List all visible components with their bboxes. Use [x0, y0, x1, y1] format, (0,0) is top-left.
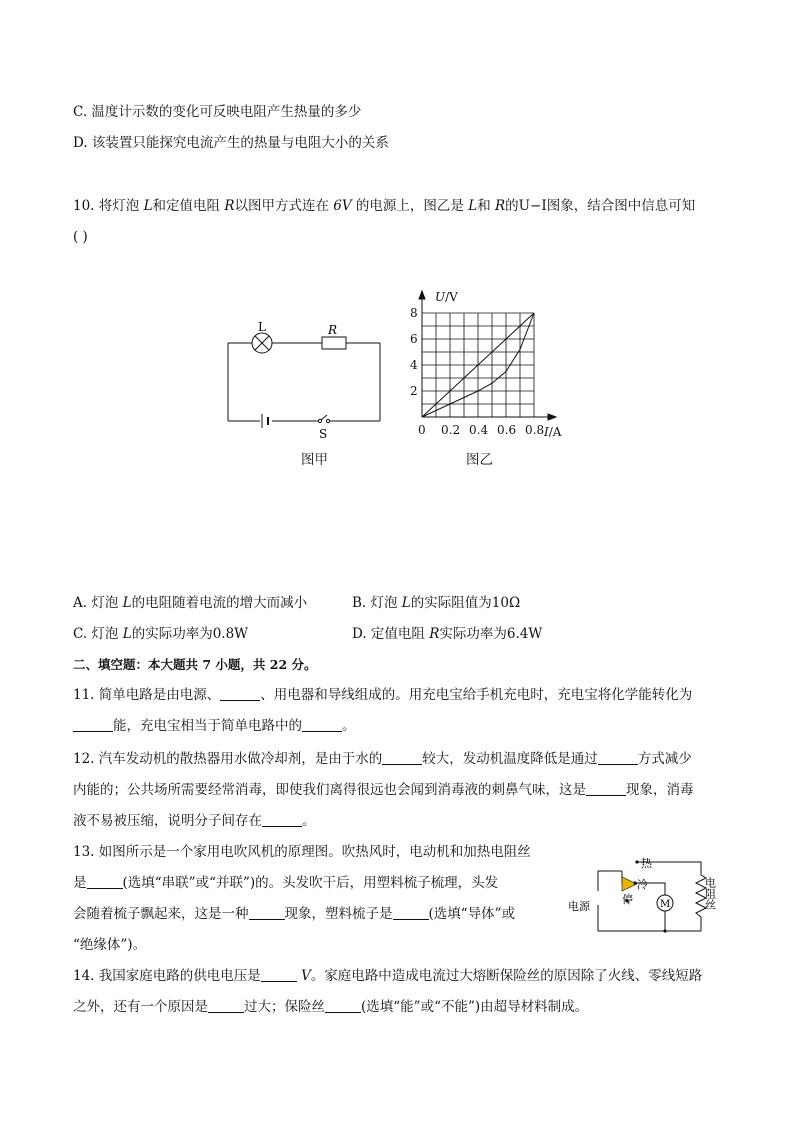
q14-line2 [73, 997, 588, 1017]
q14-text: (选填“能”或“不能”)由超导材料制成。 [361, 999, 589, 1015]
var-L: L [122, 626, 132, 642]
q13-text: 是 [73, 875, 87, 891]
option-text: A. 灯泡 [73, 595, 123, 611]
var-L: L [122, 595, 132, 611]
q11-text: 11. 简单电路是由电源、 [73, 687, 221, 703]
q12-line2 [73, 780, 694, 800]
q12-text: 液不易被压缩，说明分子间存在 [73, 813, 262, 829]
q12-text: 12. 汽车发动机的散热器用水做冷却剂，是由于水的 [73, 751, 383, 767]
answer-blank[interactable] [262, 812, 302, 827]
hair-dryer-circuit [565, 855, 725, 940]
q13-line2 [73, 873, 498, 893]
lamp-symbol [252, 333, 272, 353]
q10-stem-part: 以图甲方式连在 [234, 198, 334, 214]
battery-symbol [262, 414, 268, 428]
switch-label: S [319, 427, 328, 441]
q11-text: 能，充电宝相当于简单电路中的 [113, 718, 302, 734]
q11-text: 。 [342, 718, 356, 734]
figure-a-caption: 图甲 [301, 452, 328, 468]
var-R: R [224, 198, 235, 214]
resistor-label: R [328, 323, 338, 337]
var-L: L [468, 198, 478, 214]
q10-option-d [352, 624, 542, 644]
option-text: 的实际阻值为10Ω [410, 595, 521, 611]
answer-blank[interactable] [393, 905, 429, 920]
q12-text: 方式减少 [637, 751, 692, 767]
q13-line4: “绝缘体”)。 [73, 937, 147, 953]
stop-label: 停 [622, 893, 633, 906]
answer-blank[interactable] [382, 750, 422, 765]
answer-blank[interactable] [325, 998, 361, 1013]
x-tick-label: 0.6 [497, 423, 517, 437]
q10-stem-part: 和 [477, 198, 495, 214]
q12-text: 。 [302, 813, 316, 829]
x-tick-label: 0.4 [469, 423, 489, 437]
option-text: B. 灯泡 [352, 595, 402, 611]
q9-option-c: C. 温度计示数的变化可反映电阻产生热量的多少 [73, 104, 362, 120]
answer-blank[interactable] [302, 717, 342, 732]
q10-stem-part: 和定值电阻 [152, 198, 225, 214]
x-axis-arrow [548, 414, 556, 420]
q12-line1 [73, 749, 692, 769]
var-R: R [495, 198, 506, 214]
option-text: 实际功率为6.4W [439, 626, 543, 642]
y-axis-label: U/V [435, 290, 458, 304]
x-tick-label: 0.2 [441, 423, 461, 437]
q12-line3 [73, 811, 316, 831]
q13-text: (选填“导体”或 [428, 906, 516, 922]
q10-option-b [352, 593, 520, 613]
y-tick-label: 8 [410, 306, 418, 320]
y-tick-label: 4 [410, 358, 418, 372]
q14-text: 过大；保险丝 [244, 999, 325, 1015]
q13-line3 [73, 904, 515, 924]
q10-stem-part: 的U−I图象，结合图中信息可知 [505, 198, 696, 214]
q13-text: 现象，塑料梳子是 [284, 906, 393, 922]
lamp-label: L [258, 320, 266, 334]
q11-line1 [73, 685, 692, 705]
q14-text: 。家庭电路中造成电流过大熔断保险丝的原因除了火线、零线短路 [310, 968, 703, 984]
q14-line1 [73, 966, 702, 986]
option-text: D. 定值电阻 [352, 626, 430, 642]
voltage-value: 6V [333, 198, 352, 214]
answer-blank[interactable] [249, 905, 285, 920]
answer-blank[interactable] [598, 750, 638, 765]
y-axis-arrow [419, 291, 425, 299]
x-tick-label: 0 [418, 423, 426, 437]
q12-text: 内能的；公共场所需要经常消毒，即使我们离得很远也会闻到消毒液的刺鼻气味，这是 [73, 782, 586, 798]
answer-blank[interactable] [586, 781, 626, 796]
resistor-wire-label: 电阻丝 [703, 877, 717, 910]
q10-stem-part: 的电源上，图乙是 [351, 198, 469, 214]
q12-text: 现象，消毒 [626, 782, 694, 798]
y-tick-label: 6 [410, 332, 418, 346]
q13-text: (选填“串联”或“并联”)的。头发吹干后，用塑料梳子梳理，头发 [122, 875, 499, 891]
q9-option-d: D. 该装置只能探究电流产生的热量与电阻大小的关系 [73, 135, 389, 151]
answer-blank[interactable] [220, 686, 260, 701]
resistor-symbol [322, 337, 346, 349]
answer-blank[interactable] [208, 998, 244, 1013]
option-text: C. 灯泡 [73, 626, 123, 642]
q14-text: 14. 我国家庭电路的供电电压是 [73, 968, 261, 984]
q10-stem [73, 196, 695, 216]
var-L: L [143, 198, 153, 214]
circuit-diagram [220, 315, 390, 445]
option-text: 的实际功率为0.8W [131, 626, 249, 642]
x-axis-label: I/A [544, 425, 562, 439]
section-heading: 二、填空题：本大题共 7 小题，共 22 分。 [73, 657, 317, 672]
q10-stem-part: 10. 将灯泡 [73, 198, 144, 214]
q13-text: 会随着梳子飘起来，这是一种 [73, 906, 249, 922]
cold-label: 冷 [637, 878, 648, 891]
var-R: R [429, 626, 440, 642]
answer-blank[interactable] [73, 717, 113, 732]
unit-v: V [301, 968, 311, 984]
q13-line1: 13. 如图所示是一个家用电吹风机的原理图。吹热风时，电动机和加热电阻丝 [73, 844, 531, 860]
q10-option-a [73, 593, 307, 613]
answer-blank[interactable] [261, 967, 297, 982]
q10-option-c [73, 624, 248, 644]
motor-label: M [660, 899, 671, 910]
switch-symbol [318, 415, 329, 423]
source-label: 电源 [568, 900, 590, 913]
q11-line2 [73, 716, 356, 736]
y-tick-label: 2 [410, 384, 418, 398]
q11-text: 、用电器和导线组成的。用充电宝给手机充电时，充电宝将化学能转化为 [260, 687, 693, 703]
q12-text: 较大，发动机温度降低是通过 [422, 751, 598, 767]
ui-chart [395, 280, 575, 440]
q14-text: 之外，还有一个原因是 [73, 999, 208, 1015]
var-L: L [401, 595, 411, 611]
figure-b-caption: 图乙 [466, 452, 493, 468]
q10-answer-paren: ( ) [73, 229, 88, 245]
answer-blank[interactable] [87, 874, 123, 889]
option-text: 的电阻随着电流的增大而减小 [131, 595, 308, 611]
x-tick-label: 0.8 [525, 423, 545, 437]
hot-label: 热 [641, 857, 652, 870]
